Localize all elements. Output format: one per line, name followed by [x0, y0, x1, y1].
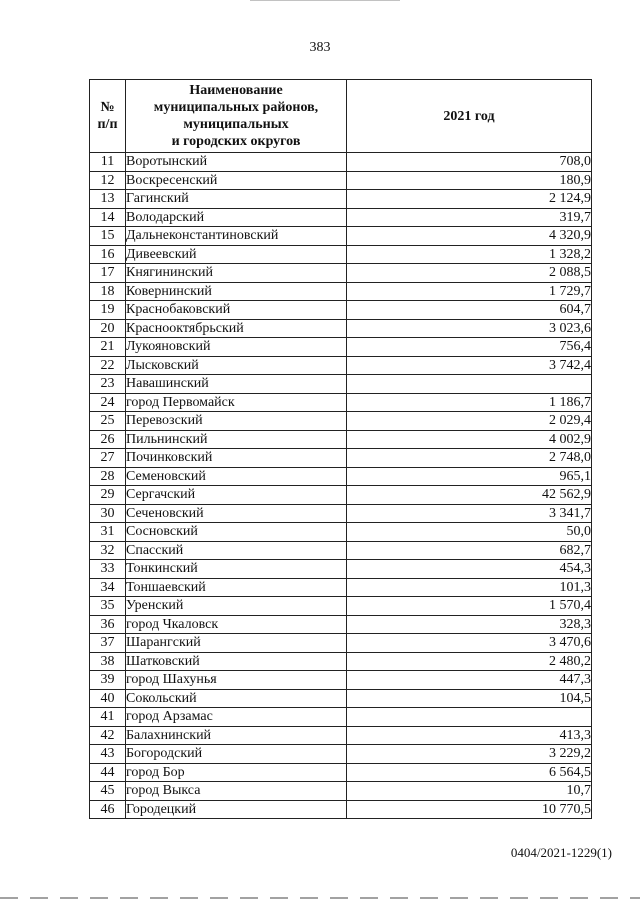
municipality-name: Краснобаковский	[126, 301, 347, 320]
row-number: 22	[90, 356, 126, 375]
row-number: 38	[90, 652, 126, 671]
row-number: 30	[90, 504, 126, 523]
table-body	[90, 153, 592, 819]
amount-2021: 104,5	[347, 689, 592, 708]
scan-top-edge	[250, 0, 400, 1]
table-header-row	[90, 80, 592, 153]
amount-2021: 2 748,0	[347, 449, 592, 468]
municipality-name: Городецкий	[126, 800, 347, 819]
document-code: 0404/2021-1229(1)	[510, 845, 612, 860]
row-number: 37	[90, 634, 126, 653]
row-number: 39	[90, 671, 126, 690]
table-row	[90, 745, 592, 764]
row-number: 16	[90, 245, 126, 264]
page-number: 383	[309, 40, 331, 55]
row-number: 14	[90, 208, 126, 227]
row-number: 23	[90, 375, 126, 394]
row-number: 27	[90, 449, 126, 468]
municipality-name: Шарангский	[126, 634, 347, 653]
header-name-text: Наименование муниципальных районов, муниципальных и городских округов	[153, 83, 319, 149]
scan-bottom-edge	[0, 897, 640, 899]
amount-2021	[347, 708, 592, 727]
table-row	[90, 393, 592, 412]
amount-2021: 1 328,2	[347, 245, 592, 264]
table-row	[90, 356, 592, 375]
amount-2021: 1 570,4	[347, 597, 592, 616]
table-row	[90, 615, 592, 634]
municipality-name: Починковский	[126, 449, 347, 468]
table-row	[90, 319, 592, 338]
table-row	[90, 412, 592, 431]
header-year	[347, 80, 592, 153]
table-row	[90, 578, 592, 597]
header-year-text: 2021 год	[443, 108, 495, 124]
table-row	[90, 375, 592, 394]
row-number: 12	[90, 171, 126, 190]
municipality-name: Дальнеконстантиновский	[126, 227, 347, 246]
row-number: 46	[90, 800, 126, 819]
municipality-name: Сосновский	[126, 523, 347, 542]
municipality-name: Лукояновский	[126, 338, 347, 357]
amount-2021: 2 088,5	[347, 264, 592, 283]
table-row	[90, 541, 592, 560]
amount-2021: 682,7	[347, 541, 592, 560]
table-row	[90, 523, 592, 542]
row-number: 17	[90, 264, 126, 283]
municipality-name: город Арзамас	[126, 708, 347, 727]
table-row	[90, 338, 592, 357]
table-row	[90, 597, 592, 616]
amount-2021: 3 470,6	[347, 634, 592, 653]
row-number: 26	[90, 430, 126, 449]
table-row	[90, 634, 592, 653]
row-number: 45	[90, 782, 126, 801]
table-row	[90, 800, 592, 819]
municipality-name: Перевозский	[126, 412, 347, 431]
table-row	[90, 430, 592, 449]
municipality-name: Сеченовский	[126, 504, 347, 523]
table-row	[90, 726, 592, 745]
table-row	[90, 449, 592, 468]
municipality-name: Спасский	[126, 541, 347, 560]
table-row	[90, 171, 592, 190]
amount-2021: 4 320,9	[347, 227, 592, 246]
row-number: 31	[90, 523, 126, 542]
municipality-name: Пильнинский	[126, 430, 347, 449]
table-row	[90, 227, 592, 246]
row-number: 19	[90, 301, 126, 320]
amount-2021: 604,7	[347, 301, 592, 320]
row-number: 15	[90, 227, 126, 246]
amount-2021: 50,0	[347, 523, 592, 542]
row-number: 40	[90, 689, 126, 708]
municipality-name: Шатковский	[126, 652, 347, 671]
amount-2021: 756,4	[347, 338, 592, 357]
table-row	[90, 264, 592, 283]
municipality-name: город Бор	[126, 763, 347, 782]
municipality-name: Уренский	[126, 597, 347, 616]
row-number: 41	[90, 708, 126, 727]
amount-2021: 101,3	[347, 578, 592, 597]
amount-2021: 3 023,6	[347, 319, 592, 338]
amount-2021: 180,9	[347, 171, 592, 190]
municipality-name: Сергачский	[126, 486, 347, 505]
row-number: 29	[90, 486, 126, 505]
amount-2021: 3 341,7	[347, 504, 592, 523]
municipality-name: город Выкса	[126, 782, 347, 801]
budget-table	[89, 79, 592, 819]
amount-2021: 10 770,5	[347, 800, 592, 819]
table-row	[90, 689, 592, 708]
municipality-name: город Чкаловск	[126, 615, 347, 634]
amount-2021: 4 002,9	[347, 430, 592, 449]
municipality-name: Тоншаевский	[126, 578, 347, 597]
amount-2021: 447,3	[347, 671, 592, 690]
header-number-text: № п/п	[97, 100, 118, 132]
municipality-name: Балахнинский	[126, 726, 347, 745]
amount-2021: 413,3	[347, 726, 592, 745]
amount-2021: 708,0	[347, 153, 592, 172]
amount-2021: 3 229,2	[347, 745, 592, 764]
row-number: 36	[90, 615, 126, 634]
amount-2021: 6 564,5	[347, 763, 592, 782]
amount-2021: 454,3	[347, 560, 592, 579]
row-number: 13	[90, 190, 126, 209]
table-row	[90, 467, 592, 486]
municipality-name: город Шахунья	[126, 671, 347, 690]
municipality-name: Семеновский	[126, 467, 347, 486]
table-row	[90, 282, 592, 301]
row-number: 11	[90, 153, 126, 172]
municipality-name: Сокольский	[126, 689, 347, 708]
amount-2021: 1 186,7	[347, 393, 592, 412]
table-row	[90, 652, 592, 671]
municipality-name: город Первомайск	[126, 393, 347, 412]
municipality-name: Воротынский	[126, 153, 347, 172]
table-row	[90, 708, 592, 727]
amount-2021: 2 029,4	[347, 412, 592, 431]
row-number: 43	[90, 745, 126, 764]
amount-2021: 2 480,2	[347, 652, 592, 671]
amount-2021: 328,3	[347, 615, 592, 634]
municipality-name: Ковернинский	[126, 282, 347, 301]
municipality-name: Тонкинский	[126, 560, 347, 579]
table-row	[90, 504, 592, 523]
table-row	[90, 153, 592, 172]
row-number: 25	[90, 412, 126, 431]
row-number: 35	[90, 597, 126, 616]
table-row	[90, 763, 592, 782]
row-number: 44	[90, 763, 126, 782]
amount-2021: 3 742,4	[347, 356, 592, 375]
municipality-name: Княгининский	[126, 264, 347, 283]
row-number: 32	[90, 541, 126, 560]
row-number: 24	[90, 393, 126, 412]
table-row	[90, 208, 592, 227]
header-number	[90, 80, 126, 153]
municipality-name: Навашинский	[126, 375, 347, 394]
amount-2021: 2 124,9	[347, 190, 592, 209]
amount-2021: 42 562,9	[347, 486, 592, 505]
municipality-name: Дивеевский	[126, 245, 347, 264]
amount-2021: 10,7	[347, 782, 592, 801]
table-row	[90, 560, 592, 579]
row-number: 28	[90, 467, 126, 486]
row-number: 20	[90, 319, 126, 338]
municipality-name: Воскресенский	[126, 171, 347, 190]
municipality-name: Володарский	[126, 208, 347, 227]
amount-2021: 319,7	[347, 208, 592, 227]
table-row	[90, 301, 592, 320]
row-number: 18	[90, 282, 126, 301]
amount-2021: 1 729,7	[347, 282, 592, 301]
table-row	[90, 486, 592, 505]
header-name	[126, 80, 347, 153]
municipality-name: Краснооктябрьский	[126, 319, 347, 338]
table-row	[90, 245, 592, 264]
row-number: 34	[90, 578, 126, 597]
table-row	[90, 190, 592, 209]
table-row	[90, 671, 592, 690]
table-row	[90, 782, 592, 801]
row-number: 21	[90, 338, 126, 357]
row-number: 42	[90, 726, 126, 745]
amount-2021: 965,1	[347, 467, 592, 486]
row-number: 33	[90, 560, 126, 579]
amount-2021	[347, 375, 592, 394]
municipality-name: Гагинский	[126, 190, 347, 209]
municipality-name: Богородский	[126, 745, 347, 764]
municipality-name: Лысковский	[126, 356, 347, 375]
